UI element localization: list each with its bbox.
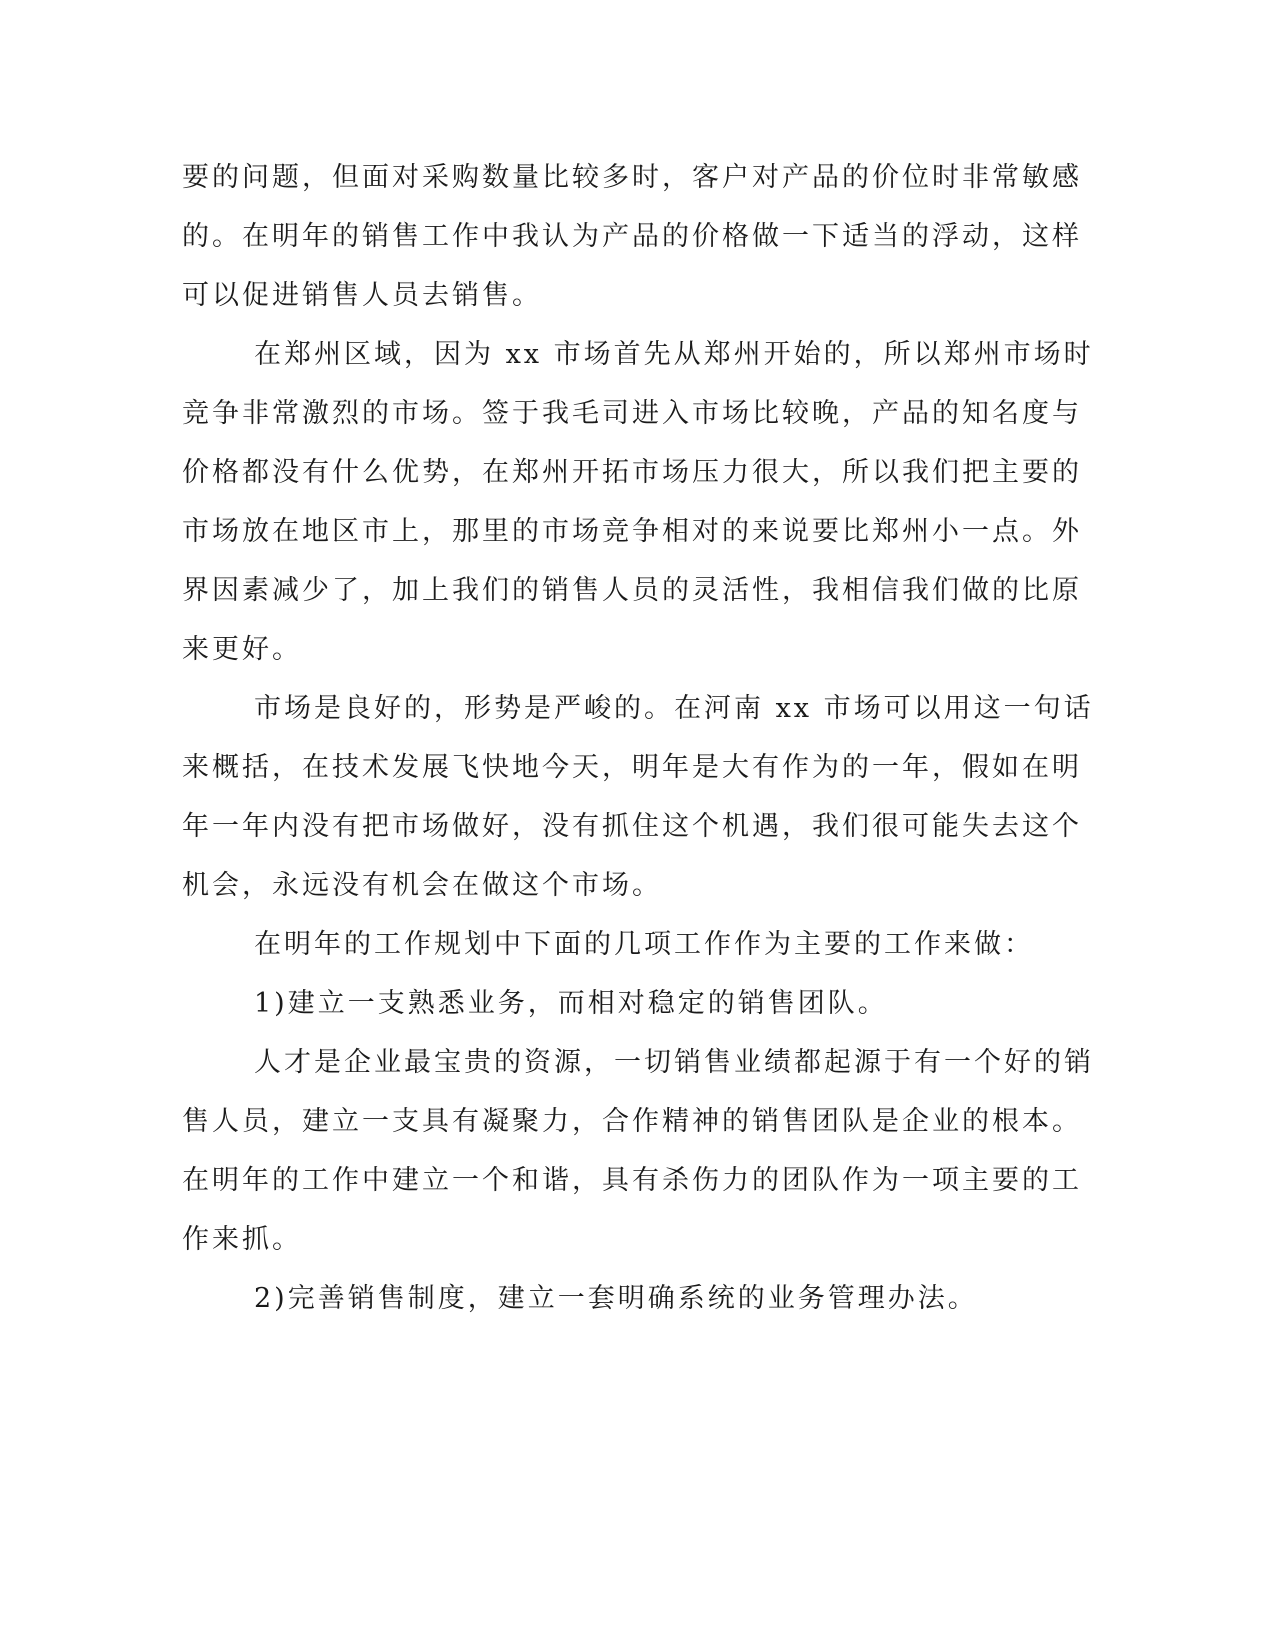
text-line: 市场放在地区市上，那里的市场竞争相对的来说要比郑州小一点。外 xyxy=(182,516,1082,547)
text-line: 界因素减少了，加上我们的销售人员的灵活性，我相信我们做的比原 xyxy=(182,575,1082,606)
paragraph-first-line: 市场是良好的，形势是严峻的。在河南 xx 市场可以用这一句话 xyxy=(254,693,1094,724)
document-body xyxy=(182,148,1094,1328)
text-line: 售人员，建立一支具有凝聚力，合作精神的销售团队是企业的根本。 xyxy=(182,1106,1082,1137)
text-line: 竞争非常激烈的市场。签于我毛司进入市场比较晚，产品的知名度与 xyxy=(182,398,1082,429)
text-line: 价格都没有什么优势，在郑州开拓市场压力很大，所以我们把主要的 xyxy=(182,457,1082,488)
text-line: 机会，永远没有机会在做这个市场。 xyxy=(182,870,662,901)
text-line: 来概括，在技术发展飞快地今天，明年是大有作为的一年，假如在明 xyxy=(182,752,1082,783)
text-line: 作来抓。 xyxy=(182,1224,302,1255)
list-item-heading: 1)建立一支熟悉业务，而相对稳定的销售团队。 xyxy=(254,988,888,1019)
text-line: 年一年内没有把市场做好，没有抓住这个机遇，我们很可能失去这个 xyxy=(182,811,1082,842)
paragraph-first-line: 在郑州区域，因为 xx 市场首先从郑州开始的，所以郑州市场时 xyxy=(254,339,1094,370)
paragraph-first-line: 在明年的工作规划中下面的几项工作作为主要的工作来做： xyxy=(254,929,1034,960)
text-line: 要的问题，但面对采购数量比较多时，客户对产品的价位时非常敏感 xyxy=(182,162,1082,193)
list-item-heading: 2)完善销售制度，建立一套明确系统的业务管理办法。 xyxy=(254,1283,978,1314)
text-line: 的。在明年的销售工作中我认为产品的价格做一下适当的浮动，这样 xyxy=(182,221,1082,252)
text-line: 来更好。 xyxy=(182,634,302,665)
text-line: 可以促进销售人员去销售。 xyxy=(182,280,542,311)
paragraph-first-line: 人才是企业最宝贵的资源，一切销售业绩都起源于有一个好的销 xyxy=(254,1047,1094,1078)
text-line: 在明年的工作中建立一个和谐，具有杀伤力的团队作为一项主要的工 xyxy=(182,1165,1082,1196)
